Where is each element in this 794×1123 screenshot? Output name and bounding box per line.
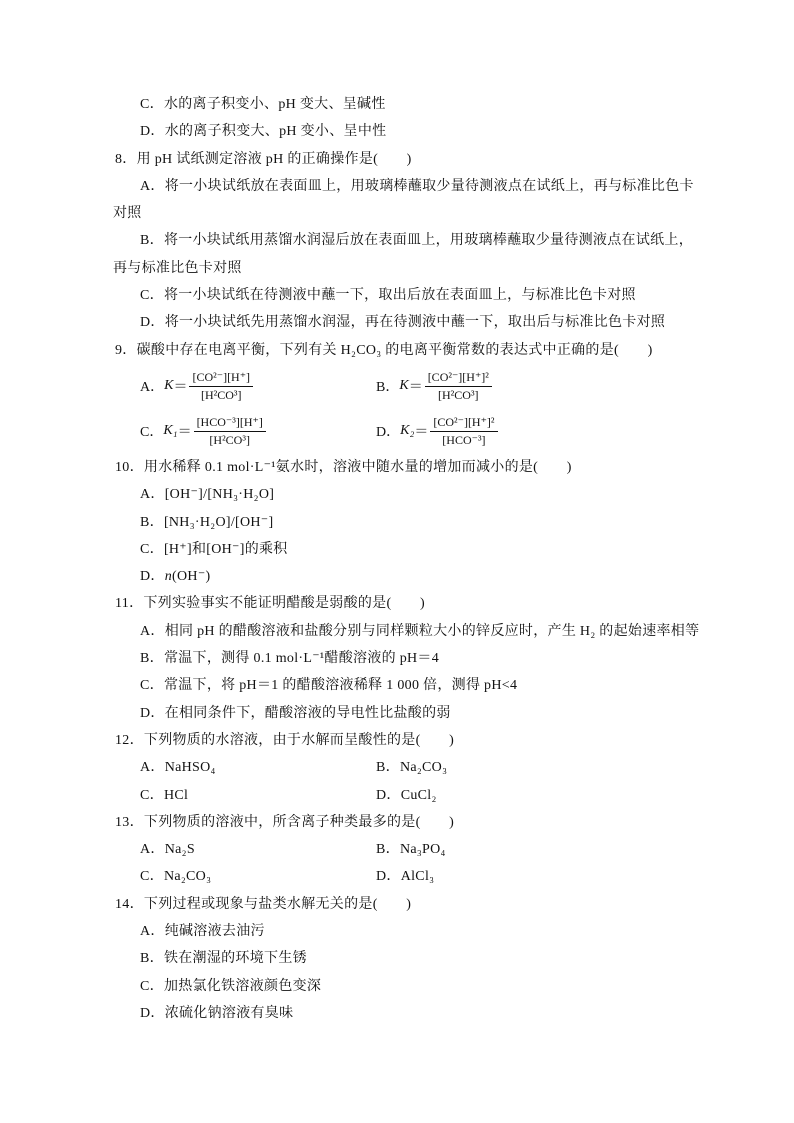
fraction <box>425 369 492 404</box>
q14-option-a: A．纯碱溶液去油污 <box>140 924 265 940</box>
option-text: (OH⁻) <box>172 569 211 585</box>
q9-option-b <box>376 364 492 409</box>
q8-option-a-continuation: 对照 <box>113 206 142 222</box>
q8-option-d: D．将一小块试纸先用蒸馏水润湿，再在待测液中蘸一下，取出后与标准比色卡对照 <box>140 315 666 331</box>
q11-option-b: B．常温下，测得 0.1 mol·L⁻¹醋酸溶液的 pH＝4 <box>140 651 440 667</box>
q9-option-d <box>376 409 498 454</box>
option-label: C． <box>140 425 164 441</box>
q13-option-b: B．Na₃PO₄ <box>376 842 446 858</box>
q10-option-a: A．[OH⁻]/[NH₃·H₂O] <box>140 487 275 503</box>
q13-options-row-cd <box>0 863 794 890</box>
equilibrium-constant-symbol: K <box>399 378 409 394</box>
amount-symbol: n <box>164 569 173 585</box>
q8-option-a: A．将一小块试纸放在表面皿上，用玻璃棒蘸取少量待测液点在试纸上，再与标准比色卡 <box>140 178 694 194</box>
question-9 <box>0 337 794 454</box>
q14-option-b: B．铁在潮湿的环境下生锈 <box>140 951 307 967</box>
option-label: A． <box>140 380 165 396</box>
equals-sign: ＝ <box>177 425 192 441</box>
q10-stem: 10．用水稀释 0.1 mol·L⁻¹氨水时，溶液中随水量的增加而减小的是( ) <box>115 459 572 475</box>
equilibrium-constant-symbol: K₂ <box>400 423 415 439</box>
question-10 <box>0 454 794 590</box>
q9-option-c <box>140 409 266 454</box>
question-12 <box>0 727 794 809</box>
fraction-numerator: [CO²⁻][H⁺]² <box>430 414 497 432</box>
q12-options-row-cd <box>0 782 794 809</box>
q12-option-a: A．NaHSO₄ <box>140 760 216 776</box>
q9-stem: 9．碳酸中存在电离平衡，下列有关 H₂CO₃ 的电离平衡常数的表达式中正确的是( ) <box>115 342 653 358</box>
fraction <box>194 414 266 449</box>
q13-stem: 13．下列物质的溶液中，所含离子种类最多的是( ) <box>115 814 455 830</box>
question-list <box>0 91 794 1027</box>
q10-option-b: B．[NH₃·H₂O]/[OH⁻] <box>140 514 274 530</box>
q12-options-row-ab <box>0 754 794 781</box>
q13-option-c: C．Na₂CO₃ <box>140 869 212 885</box>
q14-option-c: C．加热氯化铁溶液颜色变深 <box>140 978 322 994</box>
fraction <box>189 369 253 404</box>
option-label: D． <box>376 425 401 441</box>
q13-options-row-ab <box>0 836 794 863</box>
q13-option-a: A．Na₂S <box>140 842 195 858</box>
fraction-numerator: [CO²⁻][H⁺] <box>189 369 253 387</box>
equilibrium-constant-symbol: K₁ <box>163 423 178 439</box>
fraction-denominator: [H²CO³] <box>201 387 242 402</box>
equilibrium-constant-symbol: K <box>164 378 174 394</box>
fraction-denominator: [HCO⁻³] <box>442 432 486 447</box>
option-label: D． <box>140 569 165 585</box>
q14-stem: 14．下列过程或现象与盐类水解无关的是( ) <box>115 896 412 912</box>
q11-option-a: A．相同 pH 的醋酸溶液和盐酸分别与同样颗粒大小的锌反应时，产生 H₂ 的起始速率相等 <box>140 623 700 639</box>
q11-option-c: C．常温下，将 pH＝1 的醋酸溶液稀释 1 000 倍，测得 pH<4 <box>140 678 518 694</box>
question-8 <box>0 146 794 337</box>
fraction-numerator: [CO²⁻][H⁺]² <box>425 369 492 387</box>
fraction-denominator: [H²CO³] <box>438 387 479 402</box>
fraction-denominator: [H²CO³] <box>209 432 250 447</box>
q10-option-d <box>0 563 794 590</box>
q7-option-d: D．水的离子积变大、pH 变小、呈中性 <box>140 124 387 140</box>
q14-option-d: D．浓硫化钠溶液有臭味 <box>140 1005 294 1021</box>
q8-option-b: B．将一小块试纸用蒸馏水润湿后放在表面皿上，用玻璃棒蘸取少量待测液点在试纸上， <box>140 233 694 249</box>
option-label: B． <box>376 380 400 396</box>
q10-option-c: C．[H⁺]和[OH⁻]的乘积 <box>140 541 288 557</box>
q9-options-row-ab <box>0 364 794 409</box>
q9-options-row-cd <box>0 409 794 454</box>
question-7 <box>0 91 794 146</box>
q13-option-d: D．AlCl₃ <box>376 869 435 885</box>
q8-stem: 8．用 pH 试纸测定溶液 pH 的正确操作是( ) <box>115 151 412 167</box>
q8-option-b-continuation: 再与标准比色卡对照 <box>113 260 242 276</box>
equals-sign: ＝ <box>414 425 429 441</box>
equals-sign: ＝ <box>173 380 188 396</box>
equals-sign: ＝ <box>408 380 423 396</box>
q11-stem: 11．下列实验事实不能证明醋酸是弱酸的是( ) <box>115 596 426 612</box>
fraction <box>430 414 497 449</box>
q11-option-d: D．在相同条件下，醋酸溶液的导电性比盐酸的弱 <box>140 705 451 721</box>
q9-option-a <box>140 364 253 409</box>
q8-option-c: C．将一小块试纸在待测液中蘸一下，取出后放在表面皿上，与标准比色卡对照 <box>140 288 636 304</box>
question-11 <box>0 590 794 726</box>
q12-option-c: C．HCl <box>140 787 189 803</box>
fraction-numerator: [HCO⁻³][H⁺] <box>194 414 266 432</box>
q7-option-c: C．水的离子积变小、pH 变大、呈碱性 <box>140 97 386 112</box>
q12-stem: 12．下列物质的水溶液，由于水解而呈酸性的是( ) <box>115 732 455 748</box>
q12-option-b: B．Na₂CO₃ <box>376 760 448 776</box>
question-14 <box>0 891 794 1027</box>
q12-option-d: D．CuCl₂ <box>376 787 437 803</box>
question-13 <box>0 809 794 891</box>
